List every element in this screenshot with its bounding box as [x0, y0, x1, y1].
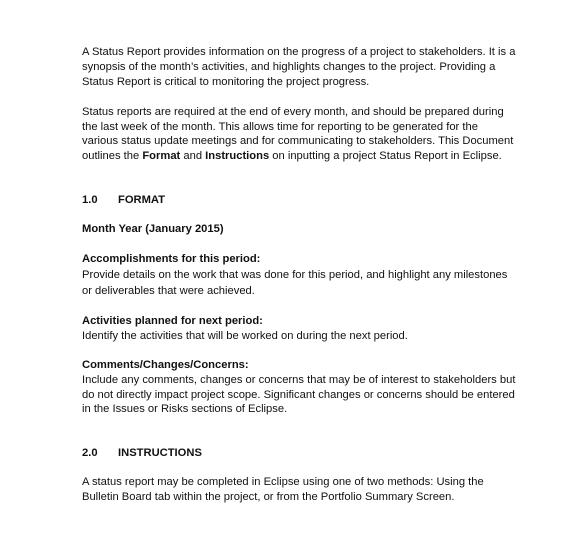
planned-line-1: Identify the activities that will be worked on during the next period.: [82, 330, 408, 342]
intro-para2-text-and: and: [180, 150, 206, 162]
planned-heading: Activities planned for next period:: [82, 315, 263, 327]
comments-line-3: in the Issues or Risks sections of Eclipse.: [82, 403, 288, 415]
intro-para2-line-3: various status update meetings and for communicating to stakeholders. This Document: [82, 135, 514, 147]
comments-line-2: do not directly impact project scope. Significant changes or concerns should be entered: [82, 389, 515, 401]
intro-para2-text-pre: outlines the: [82, 150, 143, 162]
format-keyword: Format: [142, 150, 181, 162]
intro-para2-line-1: Status reports are required at the end of every month, and should be prepared during: [82, 106, 504, 118]
accomplishments-line-1: Provide details on the work that was done for this period, and highlight any milestones: [82, 269, 508, 281]
comments-heading: Comments/Changes/Concerns:: [82, 359, 249, 371]
section2-number: 2.0: [82, 447, 98, 459]
intro-para1-line-3: Status Report is critical to monitoring the project progress.: [82, 76, 370, 88]
accomplishments-heading: Accomplishments for this period:: [82, 253, 261, 265]
intro-para2-line-4: [82, 149, 502, 163]
section1-title: FORMAT: [118, 194, 166, 206]
section2-title: INSTRUCTIONS: [118, 447, 202, 459]
intro-para1-line-2: synopsis of the month’s activities, and highlights changes to the project. Providing a: [82, 61, 496, 73]
comments-line-1: Include any comments, changes or concerns that may be of interest to stakeholders but: [82, 374, 516, 386]
intro-para2-line-2: the last week of the month. This allows time for reporting to be generated for the: [82, 121, 478, 133]
instructions-line-2: Bulletin Board tab within the project, or from the Portfolio Summary Screen.: [82, 491, 455, 503]
accomplishments-line-2: or deliverables that were achieved.: [82, 285, 255, 297]
section1-number: 1.0: [82, 194, 98, 206]
intro-para1-line-1: A Status Report provides information on the progress of a project to stakeholders. It is a: [82, 46, 516, 58]
month-year-heading: Month Year (January 2015): [82, 223, 224, 235]
intro-para2-text-post: on inputting a project Status Report in Eclipse.: [269, 150, 502, 162]
instructions-keyword: Instructions: [205, 150, 270, 162]
instructions-line-1: A status report may be completed in Eclipse using one of two methods: Using the: [82, 476, 484, 488]
